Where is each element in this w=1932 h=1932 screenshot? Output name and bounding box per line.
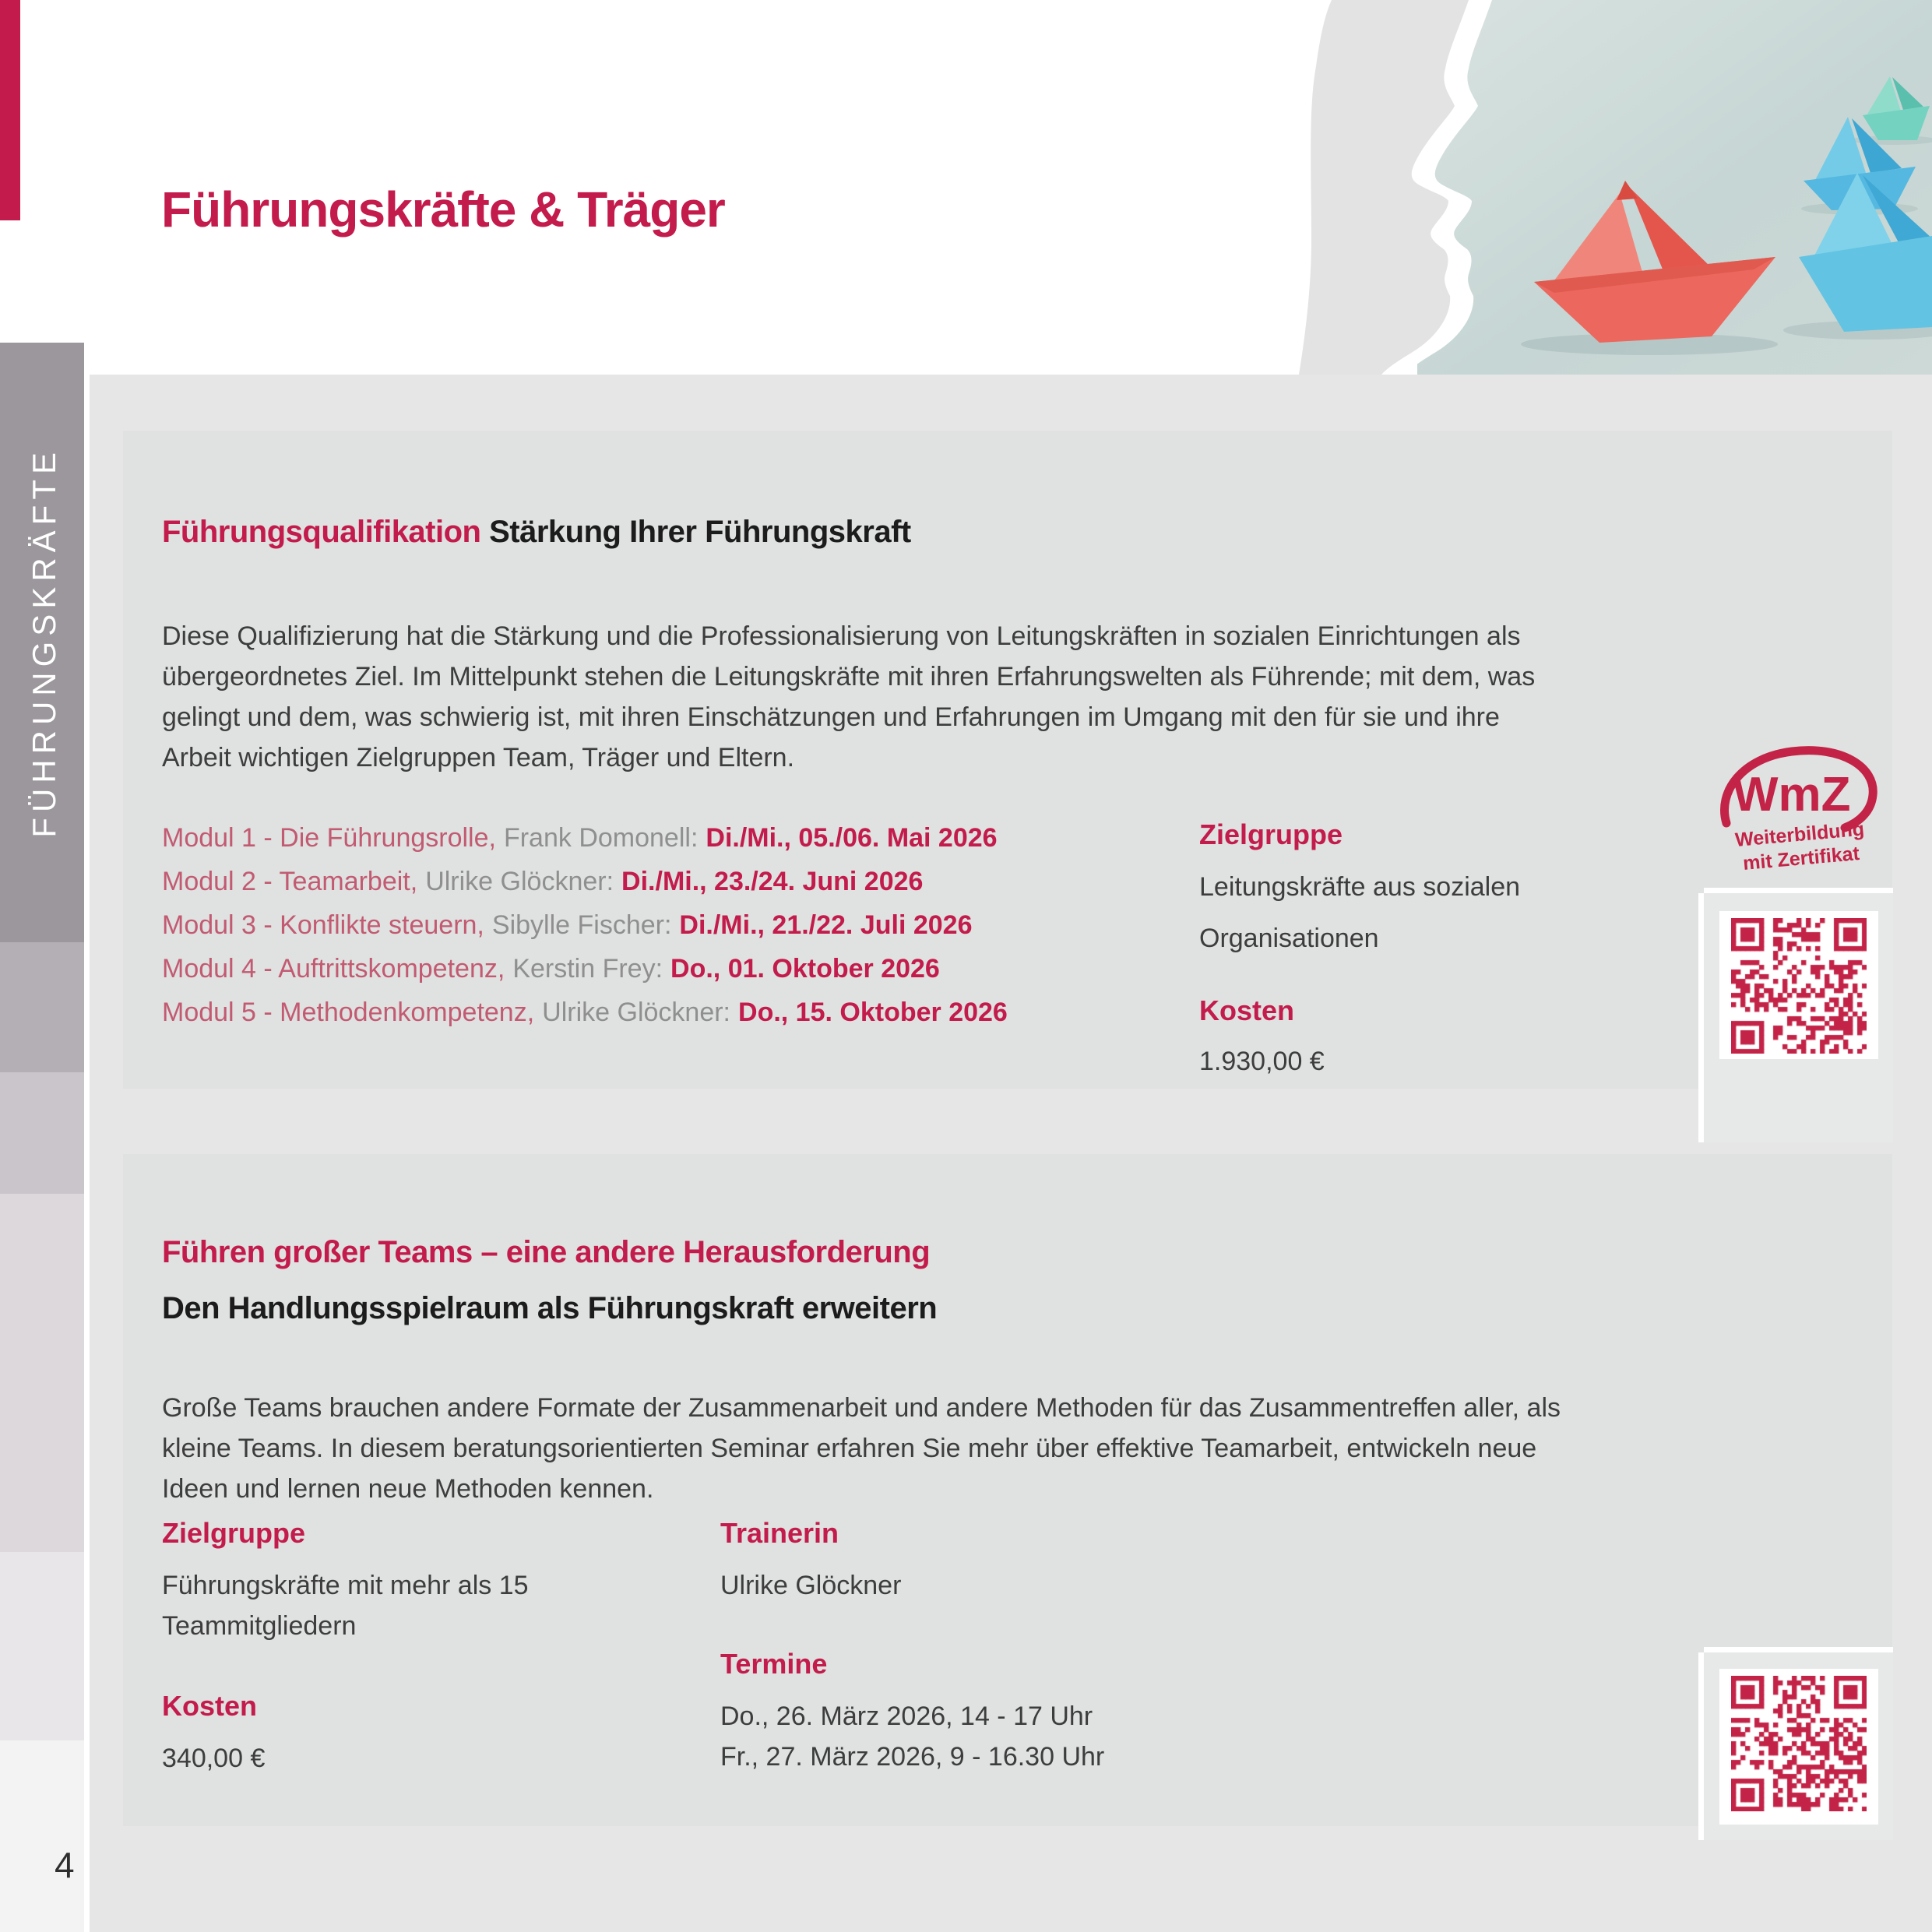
wmz-tagline-1: Weiterbildung [1734, 818, 1866, 851]
kosten-value: 1.930,00 € [1199, 1047, 1325, 1076]
qr-panel-2 [1704, 1652, 1893, 1840]
description-line: Ideen und lernen neue Methoden kennen. [162, 1474, 654, 1504]
zielgruppe-line: Leitungskräfte aus sozialen [1199, 872, 1521, 902]
module-list [162, 816, 1008, 1034]
sidebar-divider [84, 343, 90, 1932]
module-date: Di./Mi., 23./24. Juni 2026 [621, 867, 924, 896]
sidebar-block-2 [0, 942, 84, 1072]
sidebar-tab-fuehrungskraefte [0, 343, 84, 942]
wmz-acronym: WmZ [1733, 768, 1851, 822]
termine-value [720, 1696, 1104, 1777]
module-row [162, 816, 1008, 860]
module-trainer: Sibylle Fischer: [491, 910, 672, 940]
card-title: Führen großer Teams – eine andere Herausforderung [162, 1235, 931, 1269]
description-line: Diese Qualifizierung hat die Stärkung und die Professionalisierung von Leitungskräften in sozialen Einrichtungen als [162, 621, 1521, 651]
red-bleed-mark [0, 0, 20, 220]
module-name: Modul 2 - Teamarbeit, [162, 867, 418, 896]
zielgruppe-line: Führungskräfte mit mehr als 15 [162, 1571, 529, 1600]
module-date: Do., 15. Oktober 2026 [738, 998, 1008, 1027]
zielgruppe-label: Zielgruppe [162, 1517, 306, 1549]
qr-box [1719, 1669, 1878, 1825]
module-row [162, 860, 1008, 903]
zielgruppe-line: Teammitgliedern [162, 1611, 357, 1641]
wmz-logo [1716, 744, 1881, 880]
module-name: Modul 1 - Die Führungsrolle, [162, 823, 496, 853]
sidebar-block-4 [0, 1194, 84, 1552]
qr-panel-1 [1704, 893, 1893, 1142]
description-line: Arbeit wichtigen Zielgruppen Team, Träger und Eltern. [162, 743, 795, 772]
module-name: Modul 3 - Konflikte steuern, [162, 910, 484, 940]
module-row [162, 947, 1008, 991]
module-trainer: Ulrike Glöckner: [542, 998, 731, 1027]
kosten-label: Kosten [1199, 994, 1295, 1026]
qr-box [1719, 911, 1878, 1059]
sidebar-block-5 [0, 1552, 84, 1740]
module-trainer: Frank Domonell: [503, 823, 699, 853]
module-date: Do., 01. Oktober 2026 [670, 954, 940, 984]
kosten-value: 340,00 € [162, 1744, 266, 1773]
kosten-label: Kosten [162, 1690, 258, 1722]
module-name: Modul 5 - Methodenkompetenz, [162, 998, 535, 1027]
qr-code-image [1731, 918, 1867, 1054]
card-description [162, 1388, 1561, 1509]
qr-code-image [1731, 1676, 1867, 1811]
course-card-fuehren-grosser-teams [123, 1154, 1892, 1826]
card-title-rest: Stärkung Ihrer Führungskraft [480, 515, 911, 549]
trainerin-value: Ulrike Glöckner [720, 1571, 902, 1600]
termin-line: Fr., 27. März 2026, 9 - 16.30 Uhr [720, 1742, 1105, 1772]
module-row [162, 903, 1008, 947]
description-line: übergeordnetes Ziel. Im Mittelpunkt stehen die Leitungskräfte mit ihren Erfahrungswelten als Führende; mit dem, was [162, 662, 1536, 692]
course-card-fuehrungsqualifikation [123, 431, 1892, 1089]
wmz-tagline-2: mit Zertifikat [1742, 843, 1860, 875]
trainerin-label: Trainerin [720, 1517, 839, 1549]
module-date: Di./Mi., 05./06. Mai 2026 [706, 823, 998, 853]
card-title [162, 515, 911, 550]
termine-label: Termine [720, 1648, 828, 1680]
header-photo-illustration [1277, 0, 1932, 375]
sidebar-vertical-label: FÜHRUNGSKRÄFTE [26, 447, 62, 838]
module-date: Di./Mi., 21./22. Juli 2026 [679, 910, 973, 940]
page-number: 4 [55, 1845, 75, 1885]
sidebar-block-3 [0, 1072, 84, 1194]
face-silhouette [1299, 0, 1469, 375]
module-trainer: Ulrike Glöckner: [425, 867, 614, 896]
card-description [162, 616, 1535, 778]
card-title-accent: Führungsqualifikation [162, 515, 481, 549]
description-line: Große Teams brauchen andere Formate der Zusammenarbeit und andere Methoden für das Zusammentreffen aller, als [162, 1393, 1561, 1423]
zielgruppe-value [162, 1565, 529, 1646]
description-line: gelingt und dem, was schwierig ist, mit ihren Einschätzungen und Erfahrungen im Umgang mit den für sie und ihre [162, 702, 1500, 732]
termin-line: Do., 26. März 2026, 14 - 17 Uhr [720, 1701, 1093, 1731]
page-title: Führungskräfte & Träger [161, 181, 725, 238]
zielgruppe-line: Organisationen [1199, 924, 1379, 953]
zielgruppe-label: Zielgruppe [1199, 818, 1343, 850]
module-name: Modul 4 - Auftrittskompetenz, [162, 954, 505, 984]
module-trainer: Kerstin Frey: [512, 954, 663, 984]
module-row [162, 991, 1008, 1034]
zielgruppe-value [1199, 867, 1520, 959]
card-subtitle: Den Handlungsspielraum als Führungskraft erweitern [162, 1291, 938, 1325]
description-line: kleine Teams. In diesem beratungsorientierten Seminar erfahren Sie mehr über effektive Teamarbeit, entwickeln neue [162, 1434, 1537, 1463]
sidebar-block-6 [0, 1740, 84, 1932]
header-photo [1277, 0, 1932, 375]
